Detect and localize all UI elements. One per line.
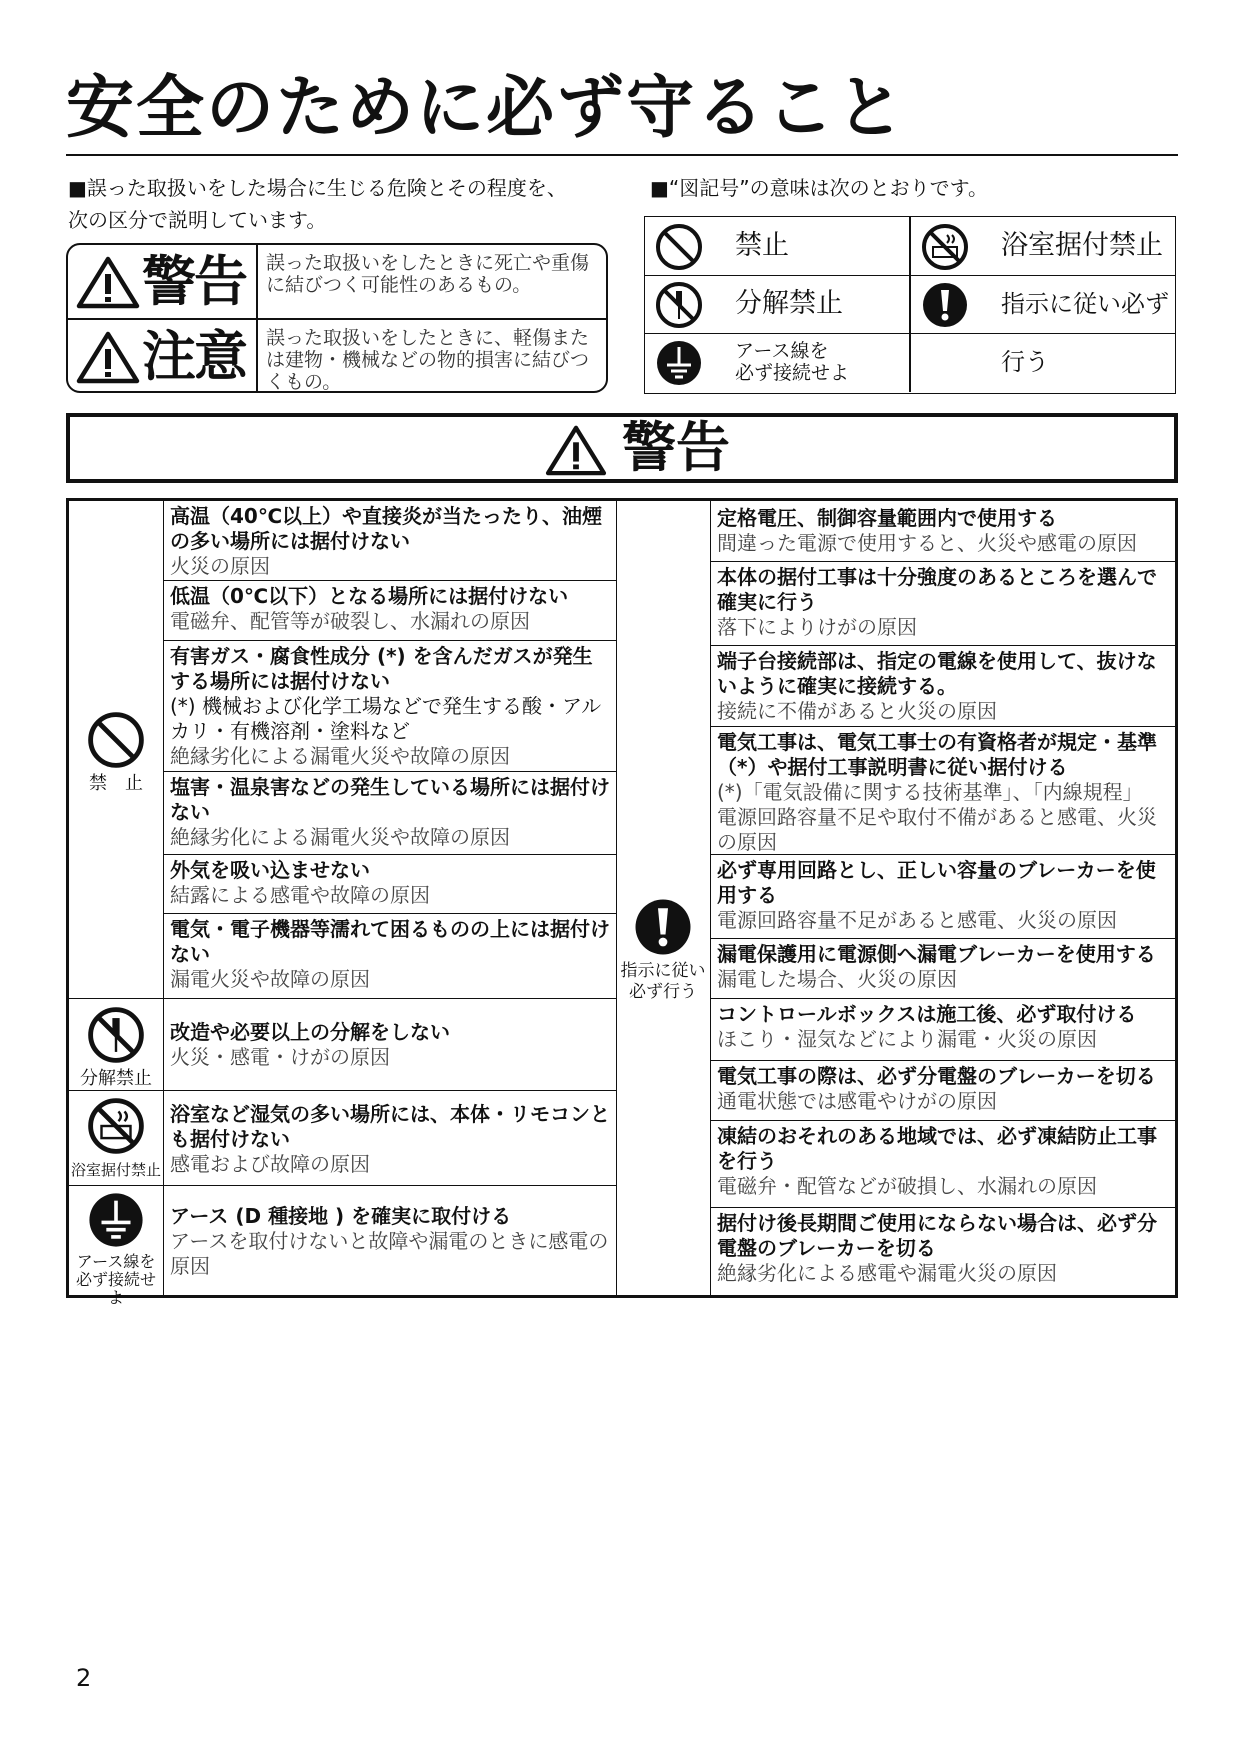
title-rule bbox=[66, 154, 1178, 156]
legend-no-disassembly: 分解禁止 bbox=[645, 275, 909, 333]
legend-mandatory: 指示に従い必ず行う bbox=[911, 275, 1175, 333]
left-item-harmful-gas: 有害ガス・腐食性成分 (*) を含んだガスが発生する場所には据付けない (*) 機械および化学工場などで発生する酸・アルカリ・有機溶剤・塗料など 絶縁劣化による漏電火災や故障の原因 bbox=[170, 644, 602, 768]
intro-line-2: 次の区分で説明しています。 bbox=[68, 208, 327, 232]
ground-icon bbox=[87, 1191, 145, 1249]
signal-desc-warning: 誤った取扱いをしたときに死亡や重傷に結びつく可能性のあるもの。 bbox=[266, 252, 590, 296]
warning-table bbox=[66, 498, 1178, 1307]
symbol-legend bbox=[644, 216, 1176, 394]
left-item-grounding: アース (D 種接地 ) を確実に取付ける アースを取付けないと故障や漏電のときに感電の原因 bbox=[170, 1204, 609, 1278]
signal-word-caution: 注意 bbox=[142, 325, 246, 388]
no-disassembly-icon bbox=[87, 1006, 145, 1064]
group-no-disassembly: 分解禁止 bbox=[69, 1006, 163, 1090]
right-item-control-box: コントロールボックスは施工後、必ず取付ける ほこり・湿気などにより漏電・火災の原因 bbox=[717, 1002, 1137, 1051]
warning-banner bbox=[66, 413, 1178, 483]
page-title: 安全のために必ず守ること bbox=[66, 69, 907, 148]
right-item-mounting-strength: 本体の据付工事は十分強度のあるところを選んで確実に行う 落下によりけがの原因 bbox=[717, 565, 1157, 639]
warning-triangle-icon bbox=[544, 424, 608, 476]
signal-row-warning bbox=[68, 245, 606, 320]
warning-triangle-icon bbox=[76, 255, 140, 309]
page-number: 2 bbox=[76, 1664, 92, 1692]
legend-ground: アース線を 必ず接続せよ bbox=[645, 333, 909, 391]
legend-prohibited: 禁止 bbox=[645, 217, 909, 275]
prohibited-icon bbox=[87, 711, 145, 769]
group-ground: アース線を 必ず接続せよ bbox=[69, 1191, 163, 1307]
group-prohibited: 禁 止 bbox=[69, 711, 163, 795]
right-item-long-term-unused: 据付け後長期間ご使用にならない場合は、必ず分電盤のブレーカーを切る 絶縁劣化による感電や漏電火災の原因 bbox=[717, 1211, 1157, 1285]
group-bath-prohibited: 浴室据付禁止 bbox=[69, 1097, 163, 1181]
left-item-outside-air: 外気を吸い込ませない 結露による感電や故障の原因 bbox=[170, 858, 430, 907]
prohibited-icon bbox=[655, 223, 703, 271]
mandatory-icon bbox=[921, 281, 969, 329]
symbols-intro: ■“図記号”の意味は次のとおりです。 bbox=[650, 176, 989, 200]
signal-row-caution bbox=[68, 320, 606, 393]
banner-title: 警告 bbox=[622, 416, 730, 479]
caution-triangle-icon bbox=[76, 330, 140, 384]
group-mandatory: 指示に従い 必ず行う bbox=[616, 897, 710, 1003]
left-item-high-temp: 高温（40℃以上）や直接炎が当たったり、油煙の多い場所には据付けない 火災の原因 bbox=[170, 504, 603, 578]
right-item-electrical-work: 電気工事は、電気工事士の有資格者が規定・基準（*）や据付工事説明書に従い据付ける (*)「電気設備に関する技術基準」、「内線規程」 電源回路容量不足や取付不備があると感電、火災の原因 bbox=[717, 730, 1157, 854]
right-item-breaker-off: 電気工事の際は、必ず分電盤のブレーカーを切る 通電状態では感電やけがの原因 bbox=[717, 1064, 1156, 1113]
left-item-low-temp: 低温（0℃以下）となる場所には据付けない 電磁弁、配管等が破裂し、水漏れの原因 bbox=[170, 584, 569, 633]
left-item-salt-damage: 塩害・温泉害などの発生している場所には据付けない 絶縁劣化による漏電火災や故障の原因 bbox=[170, 775, 610, 849]
left-item-modification: 改造や必要以上の分解をしない 火災・感電・けがの原因 bbox=[170, 1020, 450, 1069]
left-item-bathroom: 浴室など湿気の多い場所には、本体・リモコンとも据付けない 感電および故障の原因 bbox=[170, 1102, 610, 1176]
signal-word-box bbox=[66, 243, 608, 393]
intro-line-1: ■誤った取扱いをした場合に生じる危険とその程度を、 bbox=[68, 176, 567, 200]
right-item-leakage-breaker: 漏電保護用に電源側へ漏電ブレーカーを使用する 漏電した場合、火災の原因 bbox=[717, 942, 1156, 991]
right-item-freeze-protection: 凍結のおそれのある地域では、必ず凍結防止工事を行う 電磁弁・配管などが破損し、水漏れの原因 bbox=[717, 1124, 1157, 1198]
mandatory-icon bbox=[633, 897, 693, 957]
bath-prohibited-icon bbox=[921, 223, 969, 271]
intro-text bbox=[68, 172, 608, 236]
right-item-rated-voltage: 定格電圧、制御容量範囲内で使用する 間違った電源で使用すると、火災や感電の原因 bbox=[717, 506, 1137, 555]
bath-prohibited-icon bbox=[87, 1097, 145, 1155]
signal-desc-caution: 誤った取扱いをしたときに、軽傷または建物・機械などの物的損害に結びつくもの。 bbox=[266, 327, 590, 393]
left-item-electronics-below: 電気・電子機器等濡れて困るものの上には据付けない 漏電火災や故障の原因 bbox=[170, 917, 610, 991]
ground-icon bbox=[655, 339, 703, 387]
right-item-dedicated-circuit: 必ず専用回路とし、正しい容量のブレーカーを使用する 電源回路容量不足があると感電、火災の原因 bbox=[717, 858, 1156, 932]
right-item-terminal-block: 端子台接続部は、指定の電線を使用して、抜けないように確実に接続する。 接続に不備があると火災の原因 bbox=[717, 649, 1157, 723]
signal-word-warning: 警告 bbox=[142, 250, 246, 313]
no-disassembly-icon bbox=[655, 281, 703, 329]
legend-bath-prohibited: 浴室据付禁止 bbox=[911, 217, 1175, 275]
